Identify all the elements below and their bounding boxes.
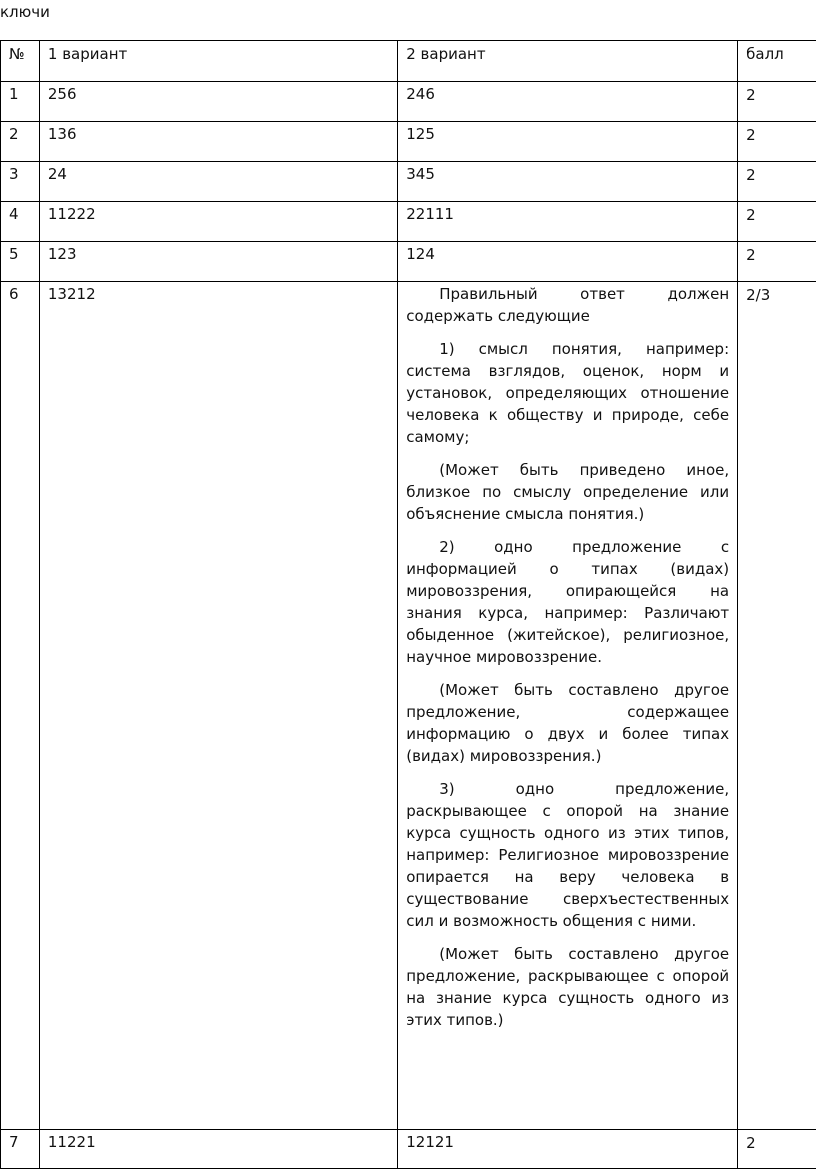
cell-number: 4 [1,202,40,242]
cell-variant-1: 123 [39,242,397,282]
answer-note-1: (Может быть приведено иное, близкое по смыслу определение или объяснение смысла понятия.) [406,461,730,523]
table-header-row [1,41,816,82]
answer-criteria [398,282,737,1031]
table-row [1,82,816,122]
answer-intro: Правильный ответ должен содержать следующие [406,285,730,325]
header-cell-number: № [1,41,40,82]
cell-score: 2 [738,122,816,162]
cell-variant-1: 11222 [39,202,397,242]
cell-variant-2-answer [398,282,738,1130]
cell-variant-1: 256 [39,82,397,122]
header-cell-variant-2: 2 вариант [398,41,738,82]
answer-point-1: 1) смысл понятия, например: система взглядов, оценок, норм и установок, определяющих отношение человека к обществу и природе, себе самому; [406,340,730,446]
cell-score: 2 [738,242,816,282]
table-row [1,122,816,162]
answer-point-3: 3) одно предложение, раскрывающее с опорой на знание курса сущность одного из этих типов, например: Религиозное мировоззрение опирается на веру человека в существование сверхъестественных сил и возможность общения с ними. [406,780,730,930]
cell-score: 2 [738,202,816,242]
cell-score: 2 [738,82,816,122]
table-row [1,202,816,242]
answer-note-2: (Может быть составлено другое предложение, содержащее информацию о двух и более типах (видах) мировоззрения.) [406,681,730,765]
cell-variant-1: 13212 [39,282,397,1130]
answer-key-table [0,40,816,1169]
cell-variant-2: 124 [398,242,738,282]
cell-variant-2: 12121 [398,1130,738,1169]
cell-number: 2 [1,122,40,162]
cell-variant-1: 24 [39,162,397,202]
cell-variant-2: 246 [398,82,738,122]
cell-number: 7 [1,1130,40,1169]
table-row [1,162,816,202]
header-cell-score: балл [738,41,816,82]
header-cell-variant-1: 1 вариант [39,41,397,82]
cell-variant-2: 125 [398,122,738,162]
cell-score: 2/3 [738,282,816,1130]
table-row [1,242,816,282]
cell-variant-2: 22111 [398,202,738,242]
answer-note-3: (Может быть составлено другое предложение, раскрывающее с опорой на знание курса сущность одного из этих типов.) [406,945,730,1029]
cell-number: 3 [1,162,40,202]
cell-variant-1: 11221 [39,1130,397,1169]
table-row [1,282,816,1130]
cell-number: 5 [1,242,40,282]
cell-score: 2 [738,162,816,202]
cell-number: 1 [1,82,40,122]
cell-variant-1: 136 [39,122,397,162]
cell-score: 2 [738,1130,816,1169]
answer-point-2: 2) одно предложение с информацией о типах (видах) мировоззрения, опирающейся на знания курса, например: Различают обыденное (житейское), религиозное, научное мировоззрение. [406,538,730,666]
cell-number: 6 [1,282,40,1130]
table-row [1,1130,816,1169]
page-heading: ключи [0,3,50,21]
cell-variant-2: 345 [398,162,738,202]
